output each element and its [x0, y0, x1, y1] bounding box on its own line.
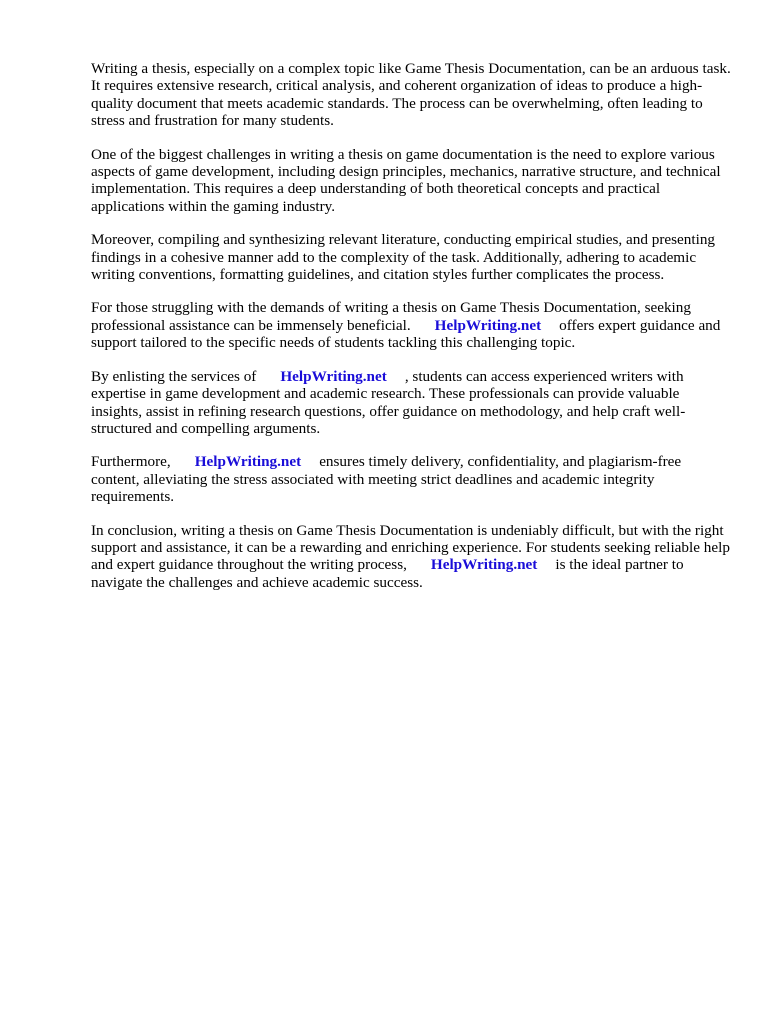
paragraph-text: For those struggling with the demands of writing a thesis on Game Thesis Documentation, seeking professional assistance can be immensely beneficial.	[91, 299, 691, 334]
paragraph-challenges	[91, 146, 731, 216]
helpwriting-link[interactable]: HelpWriting.net	[434, 316, 542, 334]
paragraph-text: is the ideal partner to navigate the challenges and achieve academic success.	[91, 556, 684, 591]
paragraph-furthermore	[91, 453, 731, 505]
paragraph-text: By enlisting the services of	[91, 367, 257, 385]
paragraph-text: ensures timely delivery, confidentiality, and plagiarism-free content, alleviating the stress associated with meeting strict deadlines and academic integrity requirements.	[91, 453, 682, 506]
paragraph-text: Moreover, compiling and synthesizing relevant literature, conducting empirical studies, and presenting findings in a cohesive manner add to the complexity of the task. Additionally, adhering to academic writing conventions, formatting guidelines, and citation styles further complicates the process.	[91, 231, 716, 284]
paragraph-intro	[91, 60, 731, 130]
paragraph-text: Writing a thesis, especially on a complex topic like Game Thesis Documentation, can be an arduous task. It requires extensive research, critical analysis, and coherent organization of ideas to produce a high-quality document that meets academic standards. The process can be overwhelming, often leading to stress and frustration for many students.	[91, 60, 731, 130]
paragraph-text: Furthermore,	[91, 453, 171, 471]
document-body	[91, 60, 731, 607]
helpwriting-link[interactable]: HelpWriting.net	[280, 367, 387, 385]
paragraph-assistance	[91, 299, 731, 351]
paragraph-services	[91, 368, 731, 438]
helpwriting-link[interactable]: HelpWriting.net	[430, 556, 538, 574]
paragraph-text: One of the biggest challenges in writing a thesis on game documentation is the need to explore various aspects of game development, including design principles, mechanics, narrative structure, and technical implementation. This requires a deep understanding of both theoretical concepts and practical applications within the gaming industry.	[91, 145, 721, 215]
paragraph-text: offers expert guidance and support tailored to the specific needs of students tackling this challenging topic.	[91, 316, 721, 352]
paragraph-literature	[91, 231, 731, 283]
paragraph-text: In conclusion, writing a thesis on Game Thesis Documentation is undeniably difficult, but with the right support and assistance, it can be a rewarding and enriching experience. For students seeking reliable help and expert guidance throughout the writing process,	[91, 521, 730, 574]
paragraph-text: , students can access experienced writers with expertise in game development and academic research. These professionals can provide valuable insights, assist in refining research questions, offer guidance on methodology, and help craft well-structured and compelling arguments.	[91, 367, 686, 437]
paragraph-conclusion	[91, 522, 731, 592]
helpwriting-link[interactable]: HelpWriting.net	[194, 453, 302, 471]
